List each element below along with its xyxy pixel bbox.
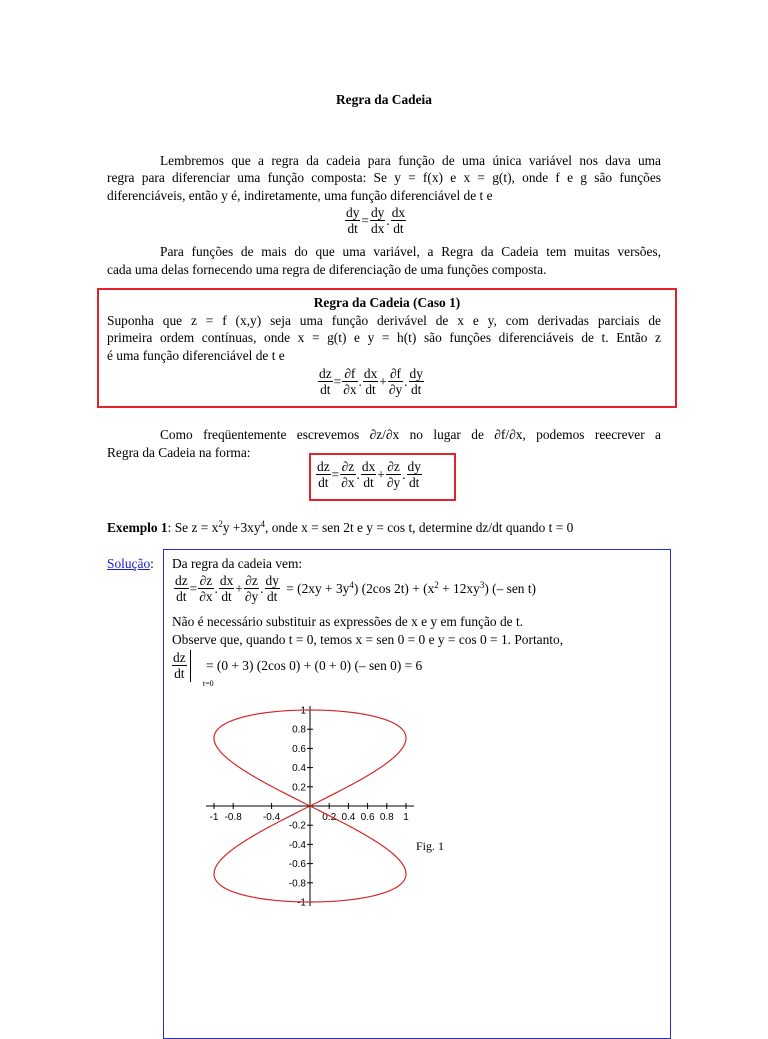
x-tick-label: 0.4 <box>341 812 356 823</box>
example1-label: Exemplo 1 <box>107 520 168 535</box>
para3-line-1: Como freqüentemente escrevemos ∂z/∂x no lugar de ∂f/∂x, podemos reecrever a <box>160 427 661 442</box>
x-tick-label: 0.8 <box>379 812 394 823</box>
y-tick-label: 0.2 <box>292 782 306 794</box>
solution-line-3: Observe que, quando t = 0, temos x = sen 0 = 0 e y = cos 0 = 1. Portanto, <box>172 632 564 647</box>
intro-line-3: diferenciáveis, então y é, indiretamente, uma função diferenciável de t e <box>107 188 493 203</box>
para3-line-2: Regra da Cadeia na forma: <box>107 445 251 460</box>
page-title: Regra da Cadeia <box>336 92 432 107</box>
x-tick-label: 0.2 <box>322 812 337 823</box>
chain-rule-partial-form-equation: $\frac{dz}{dt}$ = $\frac{\partial z}{\partial x}$ . $\frac{dx}{dt}$ + $\frac{\partial z}{\partial y}$ . $\frac{dy}{dt}$ <box>317 459 421 491</box>
chain-rule-case1-equation: $\frac{dz}{dt}$ = $\frac{\partial f}{\partial x}$ . $\frac{dx}{dt}$ + $\frac{\partial f}{\partial y}$ . $\frac{dy}{dt}$ <box>319 366 423 398</box>
x-tick-label: 1 <box>403 812 409 823</box>
solution-derivative-equation: $\frac{dz}{dt}$ = $\frac{\partial z}{\partial x}$ . $\frac{dx}{dt}$ + $\frac{\partial z}{\partial y}$ . $\frac{dy}{dt}$ = $(2xy + 3y^4)$ (2cos $2t) + (x^2 + 12xy^3)$ (– sen t) <box>175 573 536 605</box>
intro-line-1: Lembremos que a regra da cadeia para função de uma única variável nos dava uma <box>160 153 661 168</box>
solution-evaluation: $\frac{dz}{dt}$ t=0 = (0 + 3) (2cos 0) + (0 + 0) (– sen 0) = 6 <box>173 650 423 688</box>
intro-line-2: regra para diferenciar uma função composta: Se y = f(x) e x = g(t), onde f e g são funções <box>107 170 661 185</box>
case1-title: Regra da Cadeia (Caso 1) <box>313 295 461 310</box>
solution-label: Solução: <box>107 556 154 571</box>
y-tick-label: -0.4 <box>288 839 306 851</box>
y-tick-label: -0.6 <box>288 859 306 871</box>
y-tick-label: 0.4 <box>292 763 306 775</box>
example1-statement: Exemplo 1: Se $z = x^2y +3xy^4$, onde x = sen 2t e y = cos t, determine dz/dt quando t = 0 <box>107 519 574 535</box>
y-tick-label: -1 <box>297 897 306 909</box>
y-tick-label: 0.6 <box>292 743 306 755</box>
x-tick-label: -0.4 <box>262 812 281 823</box>
solution-link[interactable]: Solução <box>107 556 151 571</box>
solution-line-2: Não é necessário substituir as expressões de x e y em função de t. <box>172 614 524 629</box>
figure-caption: Fig. 1 <box>416 839 445 853</box>
x-tick-label: -0.8 <box>224 812 242 823</box>
y-tick-label: -0.8 <box>288 878 306 890</box>
x-tick-label: 0.6 <box>360 812 375 823</box>
para2-line-1: Para funções de mais do que uma variável, a Regra da Cadeia tem muitas versões, <box>160 244 661 259</box>
case1-line-2: primeira ordem contínuas, onde x = g(t) e y = h(t) são funções diferenciáveis de t. Então z <box>107 330 661 345</box>
x-tick-label: -1 <box>209 812 219 823</box>
case1-line-3: é uma função diferenciável de t e <box>107 348 285 363</box>
para2-line-2: cada uma delas fornecendo uma regra de diferenciação de uma funções composta. <box>107 262 547 277</box>
y-tick-label: 1 <box>300 705 306 717</box>
y-tick-label: -0.2 <box>288 820 306 832</box>
solution-line-1: Da regra da cadeia vem: <box>172 556 303 571</box>
case1-line-1: Suponha que z = f (x,y) seja uma função derivável de x e y, com derivadas parciais de <box>107 313 661 328</box>
y-tick-label: 0.8 <box>292 724 306 736</box>
parametric-curve-plot <box>195 700 415 912</box>
chain-rule-single-var-equation: $\frac{dy}{dt}$ = $\frac{dy}{dx}$ . $\frac{dx}{dt}$ <box>346 205 406 237</box>
